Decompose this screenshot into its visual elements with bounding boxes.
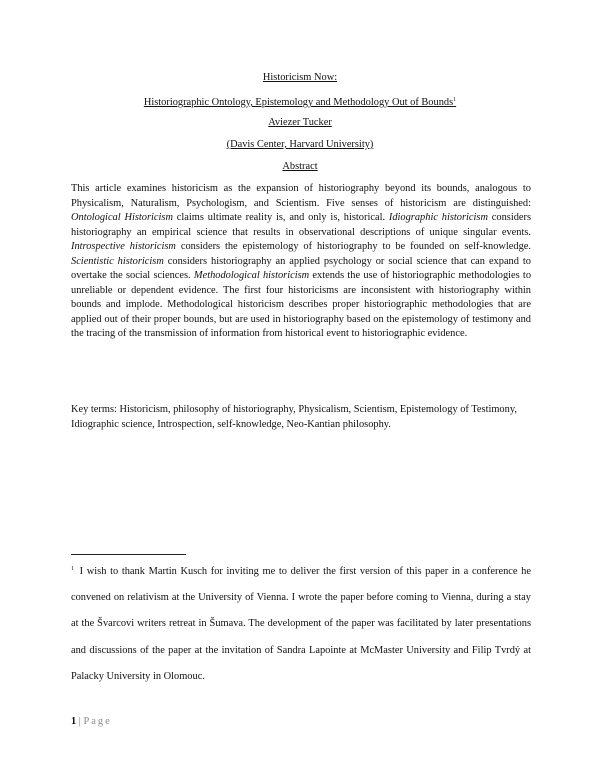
abstract-text-6: extends the use of historiographic methodologies to unreliable or dependent evidence. The first four historicisms are inconsistent with historiography within bounds and implode. Methodological historicism describes proper historiographic methodologies that are applied out of their proper bounds, but are used in historiography based on the epistemology of testimony and the tracing of the transmission of information from historical event to historiographic evidence. xyxy=(71,270,532,339)
author-name: Aviezer Tucker xyxy=(268,117,332,128)
page-number: 1 xyxy=(71,716,77,727)
footnote xyxy=(71,556,531,690)
paper-title: Historicism Now: xyxy=(262,72,338,83)
abstract-text-4: considers the epistemology of historiography to be founded on self-knowledge. xyxy=(175,241,532,252)
term-ontological-historicism: Ontological Historicism xyxy=(71,212,173,223)
abstract-text-2: claims ultimate reality is, and only is, historical. xyxy=(172,212,389,223)
page-footer xyxy=(71,716,112,727)
abstract-text-3: considers historiography an empirical science that results in observational descriptions of unique singular events. xyxy=(71,212,532,238)
abstract-text-1: This article examines historicism as the expansion of historiography beyond its bounds, analogous to Physicalism, Naturalism, Psychologism, and Scientism. Five senses of historicism are distinguished: xyxy=(71,183,531,209)
author-affiliation: (Davis Center, Harvard University) xyxy=(226,139,374,150)
paper-subtitle-text: Historiographic Ontology, Epistemology and Methodology Out of Bounds xyxy=(143,97,454,108)
term-introspective-historicism: Introspective historicism xyxy=(71,241,176,252)
page-label: Page xyxy=(83,716,112,727)
footnote-divider xyxy=(71,554,186,555)
abstract-text-5: considers historiography an applied psychology or social science that can expand to overtake the social sciences. xyxy=(71,255,531,281)
abstract-paragraph xyxy=(71,182,531,342)
paper-subtitle xyxy=(0,93,600,110)
abstract-heading: Abstract xyxy=(282,161,318,172)
page-separator: | xyxy=(76,716,84,727)
term-scientistic-historicism: Scientistic historicism xyxy=(71,255,164,267)
footnote-reference-mark[interactable]: 1 xyxy=(453,97,457,103)
key-terms: Key terms: Historicism, philosophy of historiography, Physicalism, Scientism, Epistemology of Testimony, Idiographic science, Introspection, self-knowledge, Neo-Kantian philosophy. xyxy=(71,404,517,430)
footnote-mark: 1 xyxy=(71,566,74,572)
term-methodological-historicism: Methodological historicism xyxy=(193,270,310,281)
term-idiographic-historicism: Idiographic historicism xyxy=(388,212,488,223)
footnote-text: I wish to thank Martin Kusch for inviting me to deliver the first version of this paper in a conference he convened on relativism at the University of Vienna. I wrote the paper before coming to Vienna, during a stay at the Švarcovi writers retreat in Šumava. The development of the paper was facilitated by later presentations and discussions of the paper at the invitation of Sandra Lapointe at McMaster University and Filip Tvrdý at Palacky University in Olomouc. xyxy=(71,566,531,682)
